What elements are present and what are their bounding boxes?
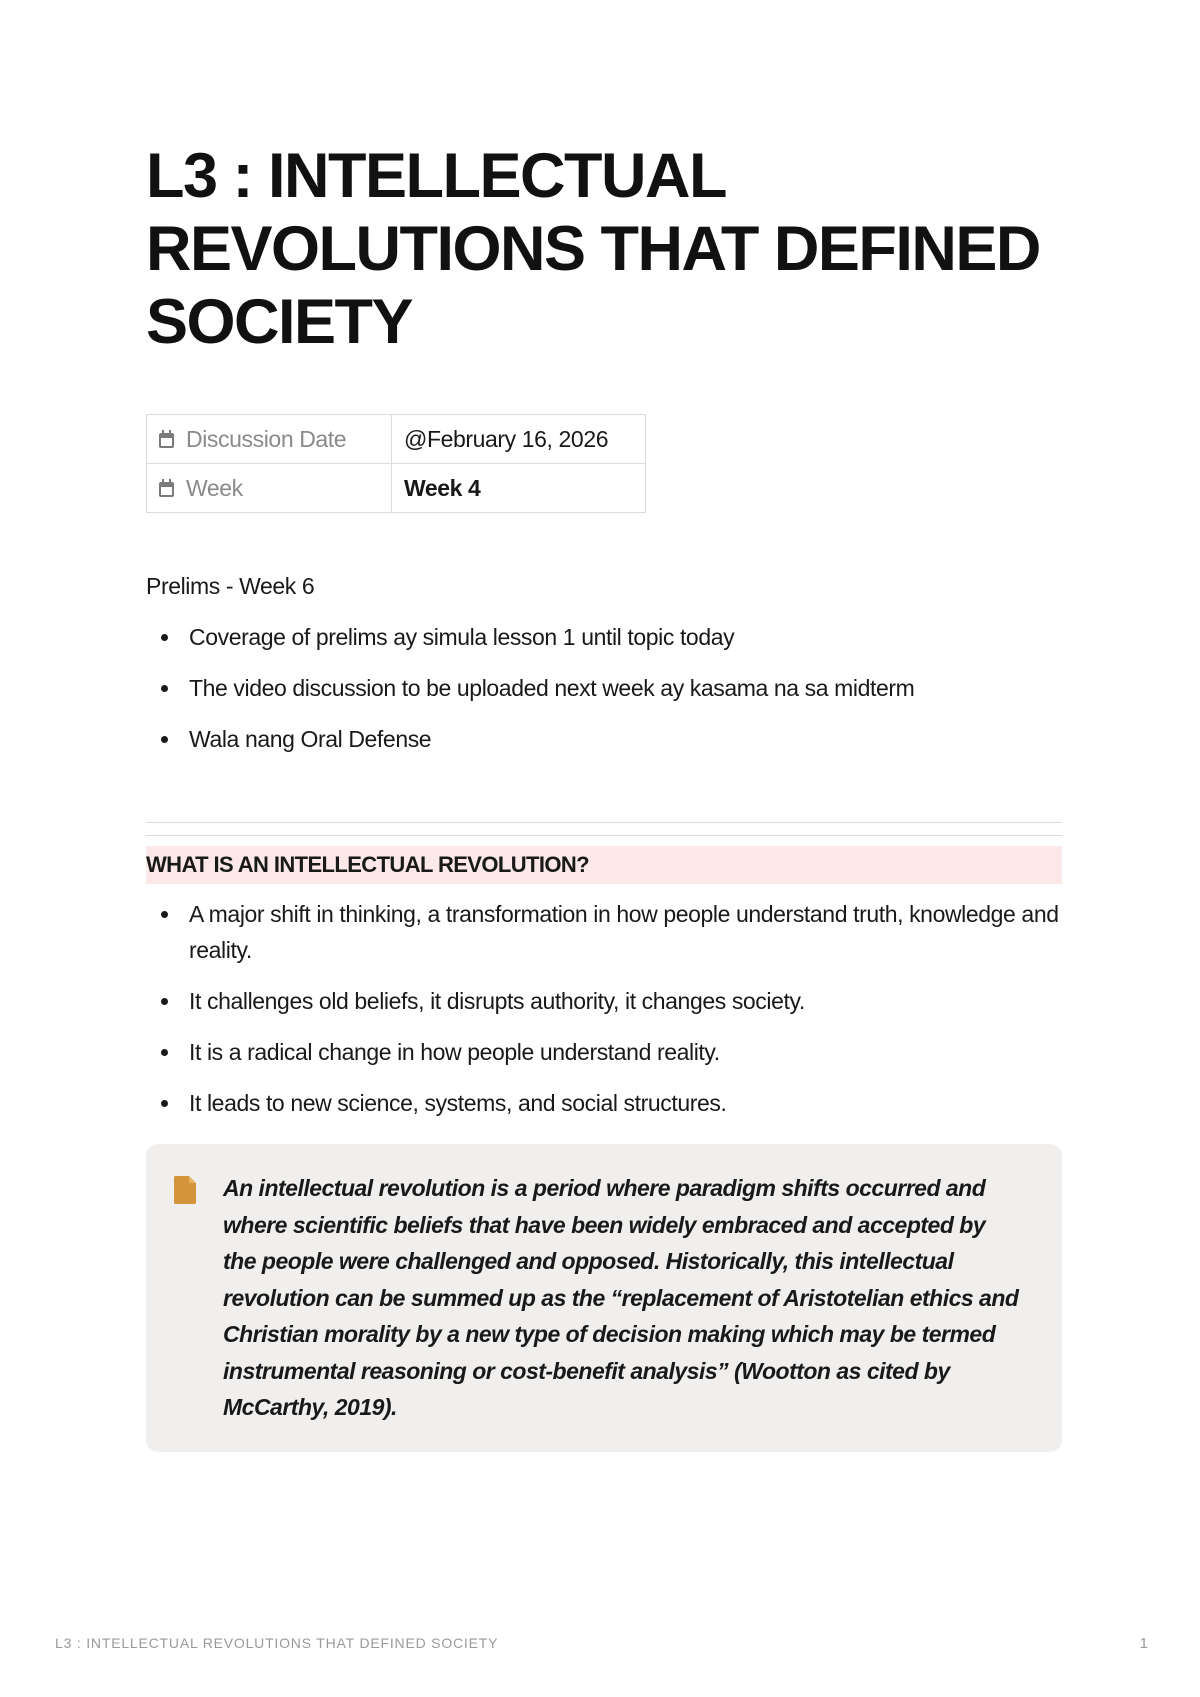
list-item: It challenges old beliefs, it disrupts authority, it changes society. (146, 983, 1062, 1019)
calendar-icon (159, 433, 174, 448)
prelims-list (146, 619, 1062, 757)
property-row-week (147, 464, 646, 513)
property-label: Discussion Date (186, 425, 347, 452)
property-row-discussion-date (147, 415, 646, 464)
properties-table (146, 414, 646, 513)
calendar-icon (159, 482, 174, 497)
divider (146, 835, 1062, 836)
footer-page-number: 1 (1139, 1635, 1148, 1652)
document-icon (174, 1176, 196, 1204)
list-item: The video discussion to be uploaded next week ay kasama na sa midterm (146, 670, 1062, 706)
property-label: Week (186, 474, 243, 501)
section-list (146, 896, 1062, 1121)
callout-text: An intellectual revolution is a period where paradigm shifts occurred and where scientific beliefs that have been widely embraced and accepted by the people were challenged and opposed. Historically, this intellectual revolution can be summed up as the “replacement of Aristotelian ethics and Christian morality by a new type of decision making which may be termed instrumental reasoning or cost-benefit analysis” (Wootton as cited by McCarthy, 2019). (223, 1175, 1019, 1420)
property-key (147, 464, 392, 513)
prelims-heading: Prelims - Week 6 (146, 573, 315, 599)
list-item: Coverage of prelims ay simula lesson 1 until topic today (146, 619, 1062, 655)
callout (146, 1144, 1062, 1452)
property-value[interactable]: @February 16, 2026 (392, 415, 646, 464)
section-heading: WHAT IS AN INTELLECTUAL REVOLUTION? (146, 846, 1062, 884)
list-item: Wala nang Oral Defense (146, 721, 1062, 757)
property-value[interactable]: Week 4 (392, 464, 646, 513)
list-item: It leads to new science, systems, and social structures. (146, 1085, 1062, 1121)
document-page (146, 140, 1062, 1452)
list-item: It is a radical change in how people understand reality. (146, 1034, 1062, 1070)
footer-title: L3 : INTELLECTUAL REVOLUTIONS THAT DEFINED SOCIETY (55, 1635, 499, 1651)
property-key (147, 415, 392, 464)
page-title: L3 : INTELLECTUAL REVOLUTIONS THAT DEFINED SOCIETY (146, 141, 1040, 357)
list-item: A major shift in thinking, a transformation in how people understand truth, knowledge and reality. (146, 896, 1062, 968)
